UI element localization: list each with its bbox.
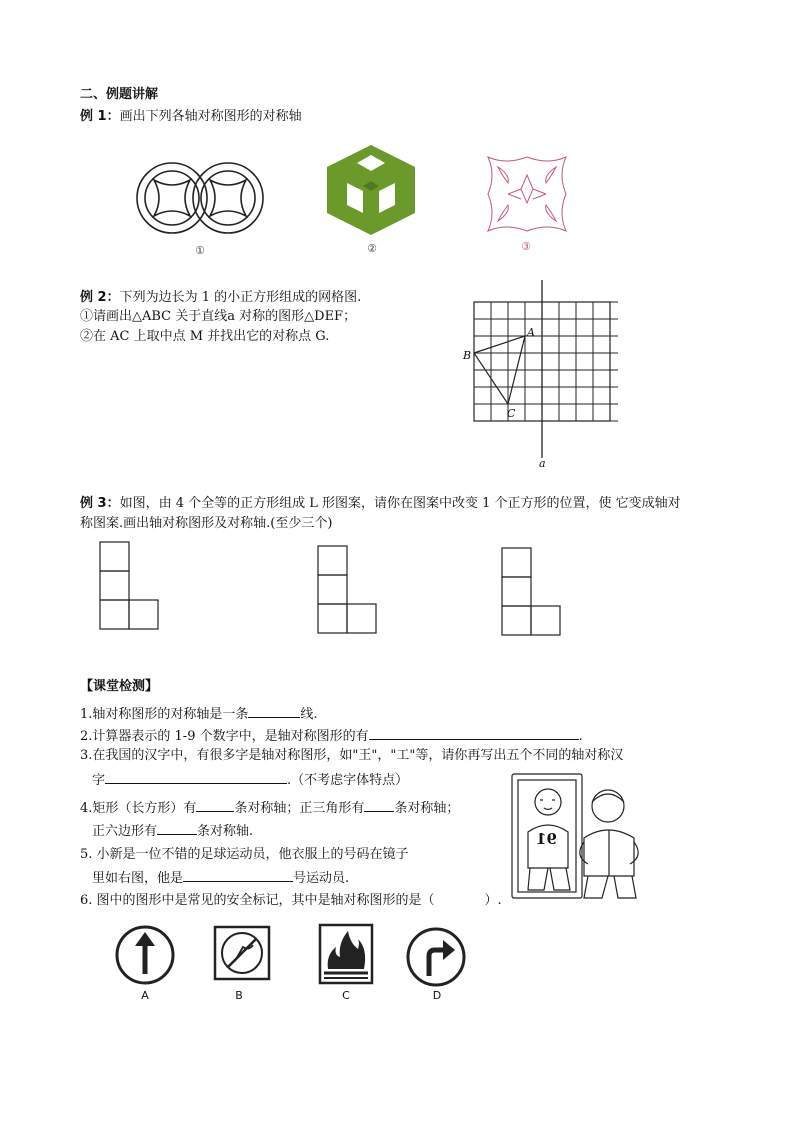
sign-b-label: B <box>235 989 243 1002</box>
answer-blank-q4c[interactable] <box>157 820 197 835</box>
grid-overlay <box>458 278 618 474</box>
answer-blank-q3[interactable] <box>105 769 287 784</box>
section-title: 二、例题讲解 <box>80 87 159 102</box>
example-3-line-2: 称图案.画出轴对称图形及对称轴.(至少三个) <box>80 516 333 531</box>
sign-c <box>318 923 374 985</box>
figure-green-cube <box>325 143 417 235</box>
l-shape-1 <box>99 541 161 631</box>
sign-d-label: D <box>432 989 442 1002</box>
point-a-label: A <box>527 326 535 339</box>
figure-3-label: ③ <box>521 240 531 253</box>
example-2-text: 下列为边长为 1 的小正方形组成的网格图. <box>119 290 362 305</box>
line-a-label: a <box>539 457 546 470</box>
answer-blank-q1[interactable] <box>248 703 300 718</box>
sign-a-label: A <box>141 989 149 1002</box>
check-q3-line-1: 3.在我国的汉字中，有很多字是轴对称图形，如"王"，"工"等，请你再写出五个不同的轴对称汉 <box>80 748 624 763</box>
check-q3-line-2: 字 .（不考虑字体特点） <box>92 769 408 790</box>
example-1-label: 例 1： <box>80 109 120 124</box>
figure-pink-ornament <box>484 153 570 235</box>
turn-right-arrow-icon <box>443 940 455 960</box>
point-c-label: C <box>507 407 516 420</box>
check-q1: 1.轴对称图形的对称轴是一条 线. <box>80 703 318 724</box>
figure-1-label: ① <box>195 244 205 257</box>
flame-icon <box>328 931 365 969</box>
figure-2-label: ② <box>367 242 377 255</box>
arrow-up-icon <box>135 932 155 946</box>
triangle-abc <box>474 336 525 404</box>
check-q4-line-2: 正六边形有 条对称轴. <box>92 820 253 841</box>
answer-blank-q4a[interactable] <box>196 797 234 812</box>
sign-a <box>113 924 177 986</box>
example-2-label: 例 2： <box>80 290 120 305</box>
mirror-number: 91 <box>536 830 557 848</box>
figure-coins <box>132 160 268 236</box>
answer-blank-q4b[interactable] <box>364 797 394 812</box>
check-q5-line-1: 5. 小新是一位不错的足球运动员，他衣服上的号码在镜子 <box>80 847 409 862</box>
sign-c-label: C <box>342 989 350 1002</box>
example-1-text: 画出下列各轴对称图形的对称轴 <box>119 109 302 124</box>
check-q2: 2.计算器表示的 1-9 个数字中，是轴对称图形的有 . <box>80 725 583 746</box>
check-q4-line-1: 4.矩形（长方形）有 条对称轴；正三角形有 条对称轴； <box>80 797 459 818</box>
example-3-label: 例 3： <box>80 496 120 511</box>
answer-blank-q5[interactable] <box>183 867 293 882</box>
mirror-cartoon <box>510 772 642 904</box>
check-title: 【课堂检测】 <box>80 679 159 694</box>
l-shape-3 <box>501 547 563 637</box>
example-2-prompt <box>80 289 361 307</box>
answer-blank-q2[interactable] <box>369 725 579 740</box>
point-b-label: B <box>463 349 472 362</box>
sign-d <box>405 926 467 988</box>
example-1-prompt <box>80 108 302 126</box>
example-2-question-2: ②在 AC 上取中点 M 并找出它的对称点 G. <box>80 329 330 344</box>
sign-b <box>213 925 271 981</box>
example-3-line-1: 例 3：如图，由 4 个全等的正方形组成 L 形图案，请你在图案中改变 1 个正方形的位置，使 它变成轴对 <box>80 496 681 511</box>
check-q5-line-2: 里如右图，他是 号运动员. <box>92 867 349 888</box>
example-2-question-1: ①请画出△ABC 关于直线a 对称的图形△DEF； <box>80 309 357 324</box>
l-shape-2 <box>317 545 379 635</box>
check-q6: 6. 图中的图形中是常见的安全标记，其中是轴对称图形的是（ ）. <box>80 893 502 908</box>
